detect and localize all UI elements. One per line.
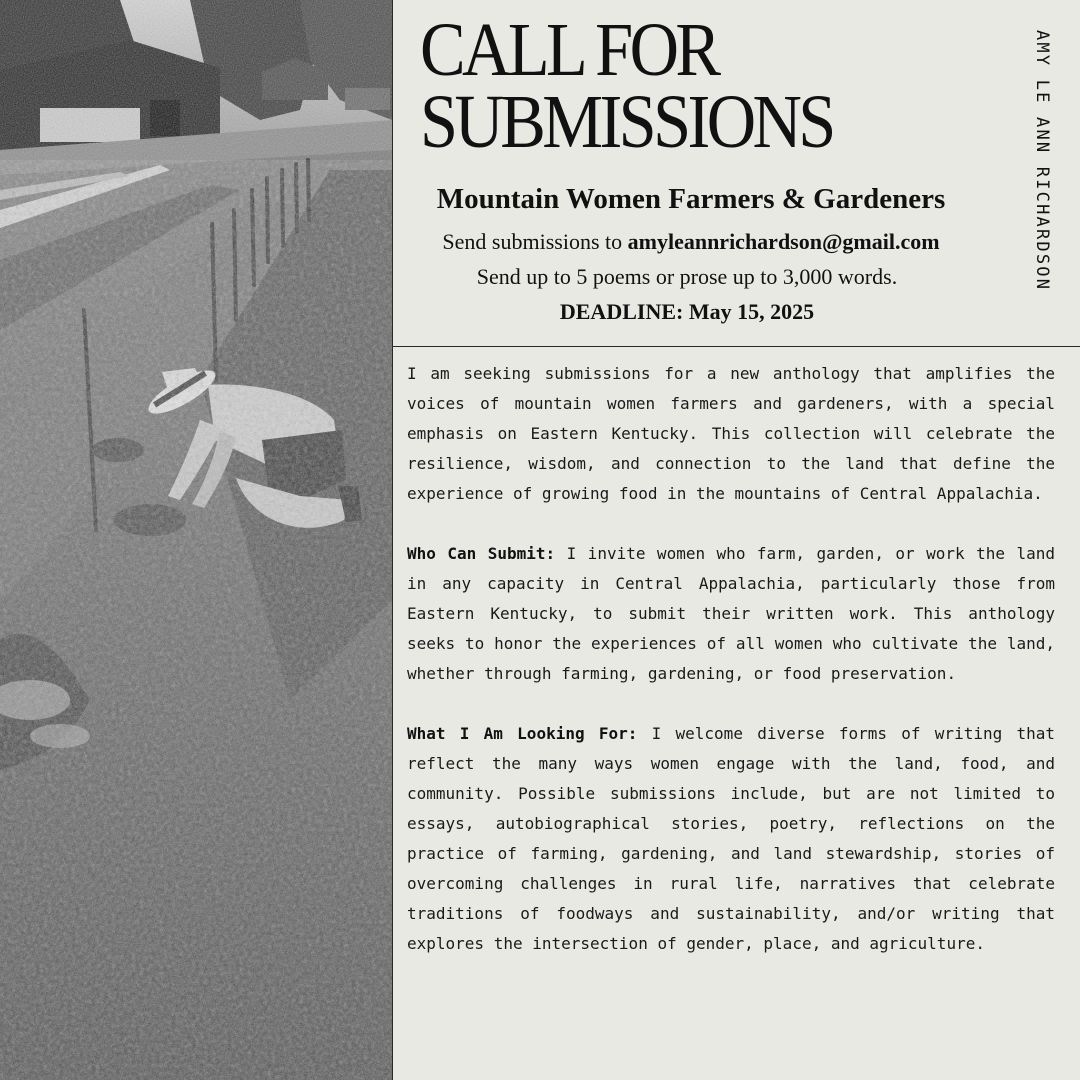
vertical-divider [392,0,393,1080]
garden-photo-illustration [0,0,392,1080]
anthology-subtitle: Mountain Women Farmers & Gardeners [436,183,946,215]
who-can-submit-heading: Who Can Submit: [407,544,556,563]
what-looking-for-paragraph [407,719,1055,959]
header-divider [392,346,1080,347]
send-prefix: Send submissions to [442,229,628,254]
title-line-2: SUBMISSIONS [420,80,833,164]
page-title [420,8,833,164]
what-looking-for-text: I welcome diverse forms of writing that reflect the many ways women engage with the land, food, and community. Possible submissions include, but are not limited to essays, autobiographical stories, poetry, reflections on the practice of farming, gardening, and land stewardship, stories of overcoming challenges in rural life, narratives that celebrate traditions of foodways and sustainability, and/or writing that explores the intersection of gender, place, and agriculture. [407,724,1056,953]
deadline: DEADLINE: May 15, 2025 [559,299,815,324]
who-can-submit-paragraph [407,539,1055,689]
send-instructions [396,229,986,255]
what-looking-for-heading: What I Am Looking For: [407,724,638,743]
who-can-submit-text: I invite women who farm, garden, or work the land in any capacity in Central Appalachia, particularly those from Eastern Kentucky, to submit their written work. This anthology seeks to honor the experiences of all women who cultivate the land, whether through farming, gardening, or food preservation. [407,544,1055,683]
intro-paragraph: I am seeking submissions for a new anthology that amplifies the voices of mountain women farmers and gardeners, with a special emphasis on Eastern Kentucky. This collection will celebrate the resilience, wisdom, and connection to the land that define the experience of growing food in the mountains of Central Appalachia. [407,364,1055,503]
body-text [407,359,1055,989]
email-address[interactable]: amyleannrichardson@gmail.com [627,229,940,254]
woman-gardening-photo [0,0,392,1080]
author-name: AMY LE ANN RICHARDSON [1032,30,1052,292]
title-line-1: CALL FOR [420,8,718,92]
submission-limits: Send up to 5 poems or prose up to 3,000 words. [476,264,898,289]
